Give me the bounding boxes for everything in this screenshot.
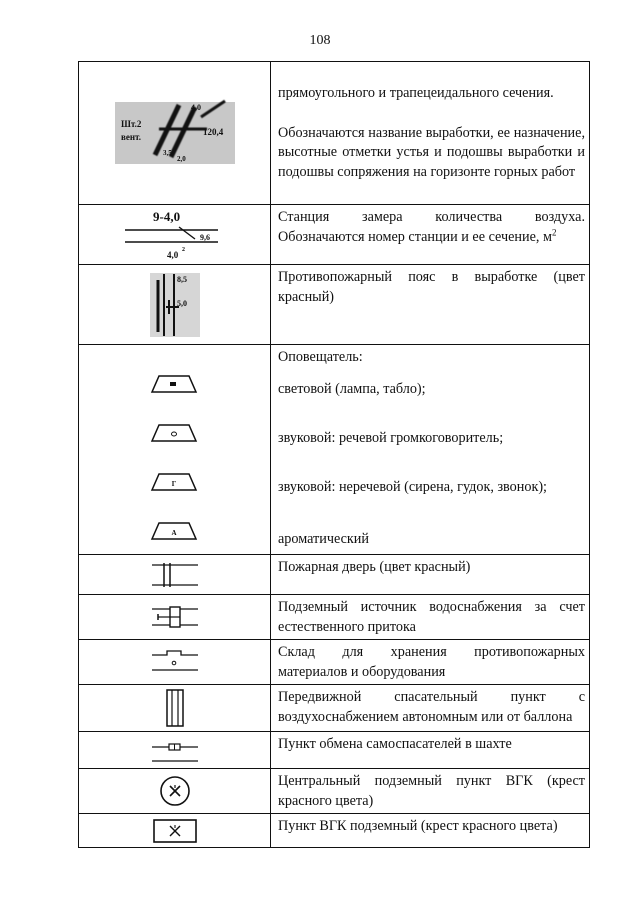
description-text: Пункт ВГК подземный (крест красного цвета) — [278, 818, 558, 834]
description-text: Обозначаются название выработки, ее назначение, высотные отметки устья и подошвы выработки и подошвы сопряжения на горизонте горных работ — [278, 124, 585, 180]
page-number: 108 — [309, 33, 331, 48]
symbol-cell — [79, 62, 271, 205]
symbol-label: 9,6 — [199, 232, 210, 242]
vgk-point-symbol — [151, 817, 199, 845]
symbol-cell — [79, 205, 271, 265]
table-row — [79, 345, 590, 555]
symbols-table — [78, 61, 590, 848]
table-row — [79, 769, 590, 814]
symbol-label: 5,0 — [176, 298, 187, 308]
table-row — [79, 265, 590, 345]
symbol-cell — [79, 345, 271, 555]
symbol-label: 4,0 — [166, 249, 178, 260]
water-source-symbol — [150, 603, 200, 631]
description-text: световой (лампа, табло); — [278, 381, 426, 397]
table-row — [79, 814, 590, 848]
self-rescuer-exchange-symbol — [150, 736, 200, 764]
mine-working-symbol — [115, 97, 235, 169]
aromatic-alarm-symbol — [150, 521, 198, 541]
symbol-label: Шт.2 — [120, 119, 141, 129]
symbol-label: 4,0 — [190, 103, 201, 112]
central-vgk-point-symbol — [158, 774, 192, 808]
symbol-cell — [79, 769, 271, 814]
description-text: Пункт обмена самоспасателей в шахте — [278, 736, 512, 752]
table-row — [79, 555, 590, 595]
description-text: прямоугольного и трапецеидального сечения. — [278, 85, 554, 101]
symbol-label: 120,4 — [202, 127, 223, 137]
symbol-cell — [79, 685, 271, 732]
symbol-label: 8,5 — [176, 274, 187, 284]
air-measurement-station-symbol — [115, 207, 235, 263]
symbol-cell — [79, 814, 271, 848]
light-alarm-symbol — [150, 374, 198, 394]
description-cell — [271, 685, 590, 732]
description-cell — [271, 62, 590, 205]
table-row — [79, 640, 590, 685]
table-row — [79, 595, 590, 640]
description-cell — [271, 265, 590, 345]
description-text: звуковой: неречевой (сирена, гудок, звонок); — [278, 479, 547, 495]
symbol-cell — [79, 595, 271, 640]
description-cell — [271, 555, 590, 595]
symbol-label: А — [171, 529, 177, 537]
description-cell — [271, 769, 590, 814]
description-text: Склад для хранения противопожарных материалов и оборудования — [278, 644, 585, 680]
section-title: Оповещатель: — [278, 349, 363, 365]
unit-superscript: 2 — [551, 226, 557, 237]
symbol-label-sup: 2 — [181, 246, 185, 253]
table-row — [79, 205, 590, 265]
fire-belt-symbol — [145, 270, 205, 340]
description-cell — [271, 205, 590, 265]
speaker-alarm-symbol — [150, 423, 198, 443]
description-text: Станция замера количества воздуха. Обозначаются номер станции и ее сечение, м — [278, 209, 585, 245]
table-row — [79, 732, 590, 769]
fire-door-symbol — [150, 561, 200, 589]
fire-storage-symbol — [150, 648, 200, 676]
symbol-cell — [79, 555, 271, 595]
mobile-rescue-point-symbol — [163, 688, 187, 728]
description-cell — [271, 595, 590, 640]
symbol-label: вент. — [120, 132, 141, 142]
description-cell — [271, 640, 590, 685]
symbol-cell — [79, 640, 271, 685]
symbol-cell — [79, 732, 271, 769]
description-text: Противопожарный пояс в выработке (цвет красный) — [278, 269, 585, 305]
symbol-label: 3,5 — [162, 149, 172, 157]
symbol-label: 2,0 — [176, 155, 186, 163]
description-cell — [271, 732, 590, 769]
description-text: Пожарная дверь (цвет красный) — [278, 559, 471, 575]
description-cell — [271, 814, 590, 848]
symbol-label: Г — [171, 480, 177, 488]
siren-alarm-symbol — [150, 472, 198, 492]
description-text: ароматический — [278, 531, 369, 547]
description-text: звуковой: речевой громкоговоритель; — [278, 430, 504, 446]
description-text: Подземный источник водоснабжения за счет естественного притока — [278, 599, 585, 635]
description-cell — [271, 345, 590, 555]
symbol-cell — [79, 265, 271, 345]
table-row — [79, 685, 590, 732]
symbol-label: 9-4,0 — [152, 208, 180, 224]
table-row — [79, 62, 590, 205]
description-text: Передвижной спасательный пункт с воздухоснабжением автономным или от баллона — [278, 689, 585, 725]
description-text: Центральный подземный пункт ВГК (крест красного цвета) — [278, 773, 585, 809]
